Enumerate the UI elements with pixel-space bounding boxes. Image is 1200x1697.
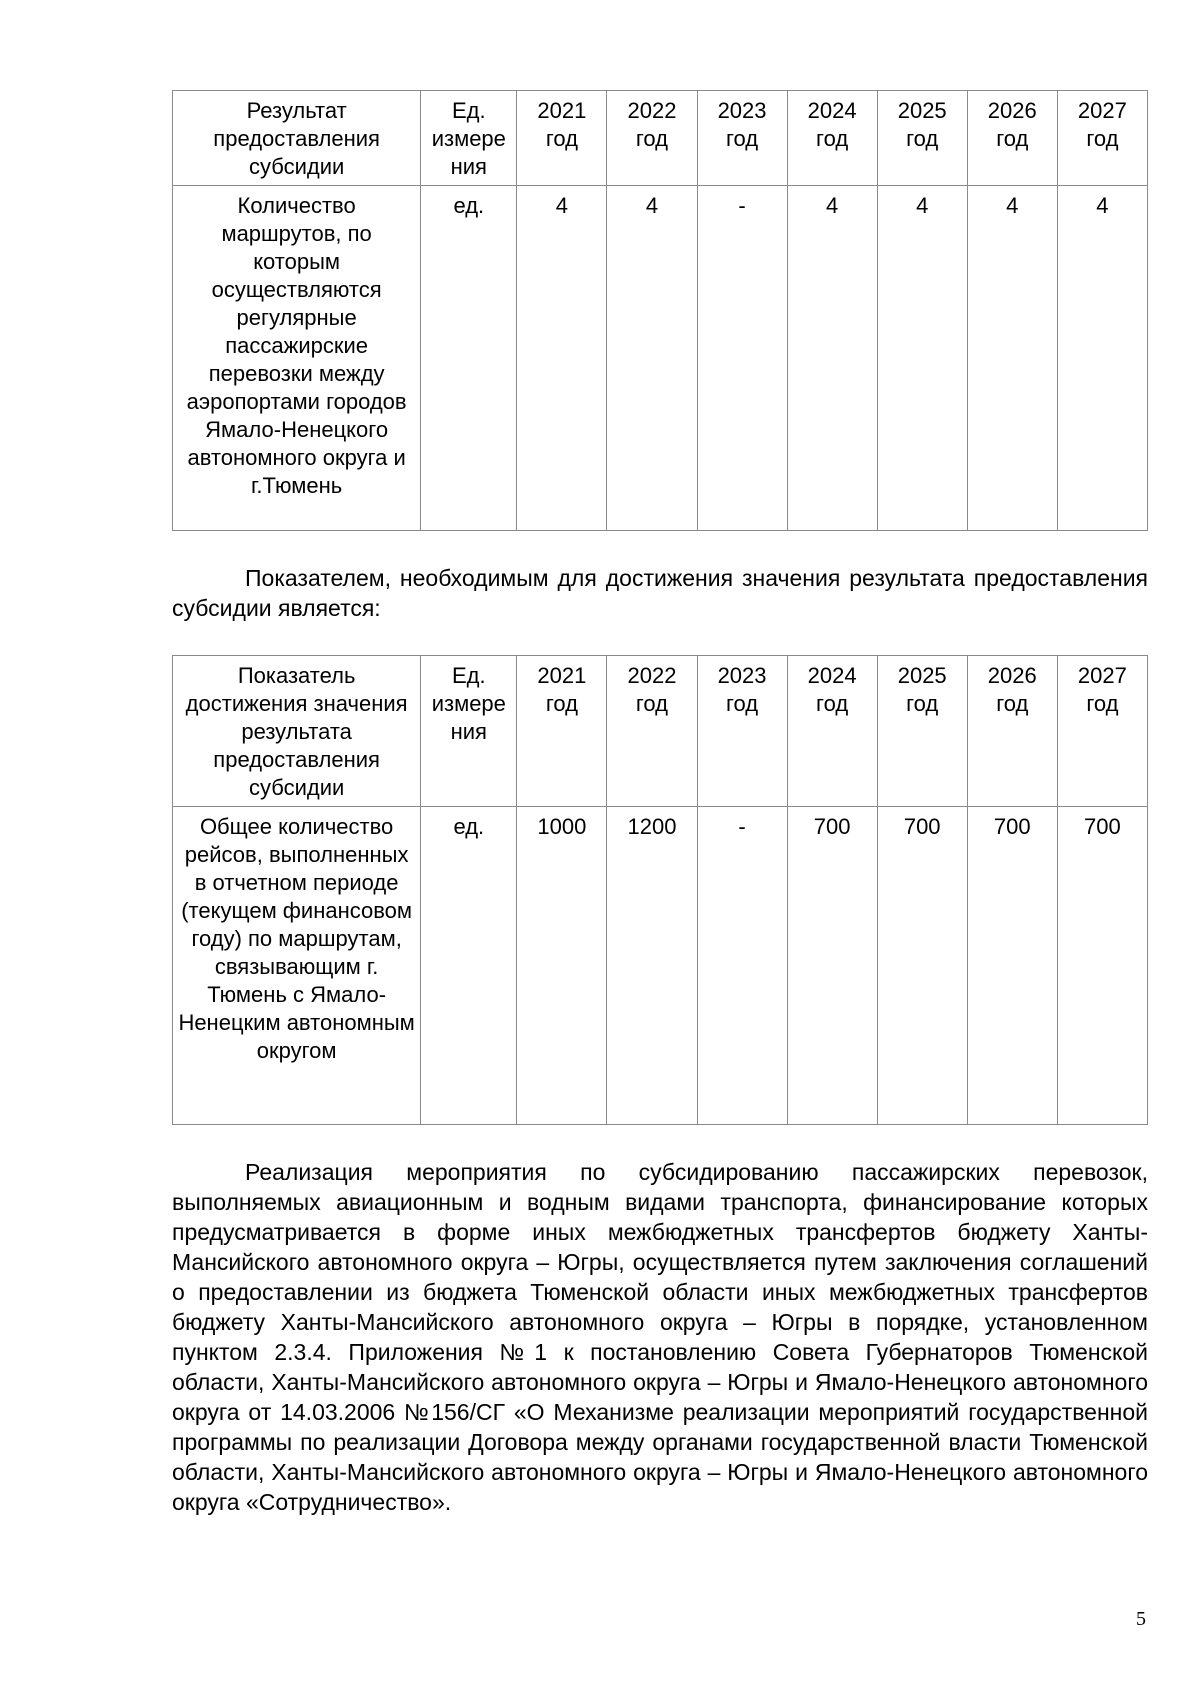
row-cell-2022: 1200 [607,807,697,1125]
header-cell-2024: 2024 год [787,656,877,807]
header-cell-unit: Ед. измере ния [421,91,517,186]
header-cell-2021: 2021 год [517,91,607,186]
table-header-row [173,91,1148,186]
header-cell-2027: 2027 год [1057,656,1147,807]
row-cell-2024: 4 [787,186,877,531]
row-cell-unit: ед. [421,186,517,531]
header-cell-2027: 2027 год [1057,91,1147,186]
header-cell-indicator: Показатель достижения значения результата предоставления субсидии [173,656,421,807]
row-cell-2027: 700 [1057,807,1147,1125]
row-cell-description: Количество маршрутов, по которым осуществляются регулярные пассажирские перевозки между аэропортами городов Ямало-Ненецкого автономного округа и г.Тюмень [173,186,421,531]
header-cell-2022: 2022 год [607,656,697,807]
header-cell-2025: 2025 год [877,656,967,807]
row-cell-2021: 4 [517,186,607,531]
indicator-intro-paragraph: Показателем, необходимым для достижения значения результата предоставления субсидии является: [172,565,1148,621]
results-table [172,90,1148,531]
header-cell-2026: 2026 год [967,656,1057,807]
page-number: 5 [1136,1608,1146,1630]
row-cell-2024: 700 [787,807,877,1125]
row-cell-2021: 1000 [517,807,607,1125]
header-cell-2024: 2024 год [787,91,877,186]
indicators-table [172,655,1148,1125]
header-cell-2021: 2021 год [517,656,607,807]
row-cell-description: Общее количество рейсов, выполненных в отчетном периоде (текущем финансовом году) по маршрутам, связывающим г. Тюмень с Ямало-Ненецким автономным округом [173,807,421,1125]
header-cell-2023: 2023 год [697,91,787,186]
row-cell-2027: 4 [1057,186,1147,531]
row-cell-2026: 4 [967,186,1057,531]
header-cell-2025: 2025 год [877,91,967,186]
implementation-paragraph: Реализация мероприятия по субсидированию пассажирских перевозок, выполняемых авиационным и водным видами транспорта, финансирование которых предусматривается в форме иных межбюджетных трансфертов бюджету Ханты-Мансийского автономного округа – Югры, осуществляется путем заключения соглашений о предоставлении из бюджета Тюменской области иных межбюджетных трансфертов бюджету Ханты-Мансийского автономного округа – Югры в порядке, установленном пунктом 2.3.4. Приложения №1 к постановлению Совета Губернаторов Тюменской области, Ханты-Мансийского автономного округа – Югры и Ямало-Ненецкого автономного округа от 14.03.2006 №156/СГ «О Механизме реализации мероприятий государственной программы по реализации Договора между органами государственной власти Тюменской области, Ханты-Мансийского автономного округа – Югры и Ямало-Ненецкого автономного округа «Сотрудничество». [172,1159,1148,1515]
row-cell-2026: 700 [967,807,1057,1125]
document-page [172,90,1148,1540]
header-cell-result: Результат предоставления субсидии [173,91,421,186]
row-cell-2025: 700 [877,807,967,1125]
row-cell-2022: 4 [607,186,697,531]
row-cell-unit: ед. [421,807,517,1125]
header-cell-2022: 2022 год [607,91,697,186]
header-cell-2023: 2023 год [697,656,787,807]
table-header-row [173,656,1148,807]
row-cell-2025: 4 [877,186,967,531]
header-cell-2026: 2026 год [967,91,1057,186]
table-row [173,186,1148,531]
row-cell-2023: - [697,807,787,1125]
row-cell-2023: - [697,186,787,531]
table-row [173,807,1148,1125]
header-cell-unit: Ед. измере ния [421,656,517,807]
